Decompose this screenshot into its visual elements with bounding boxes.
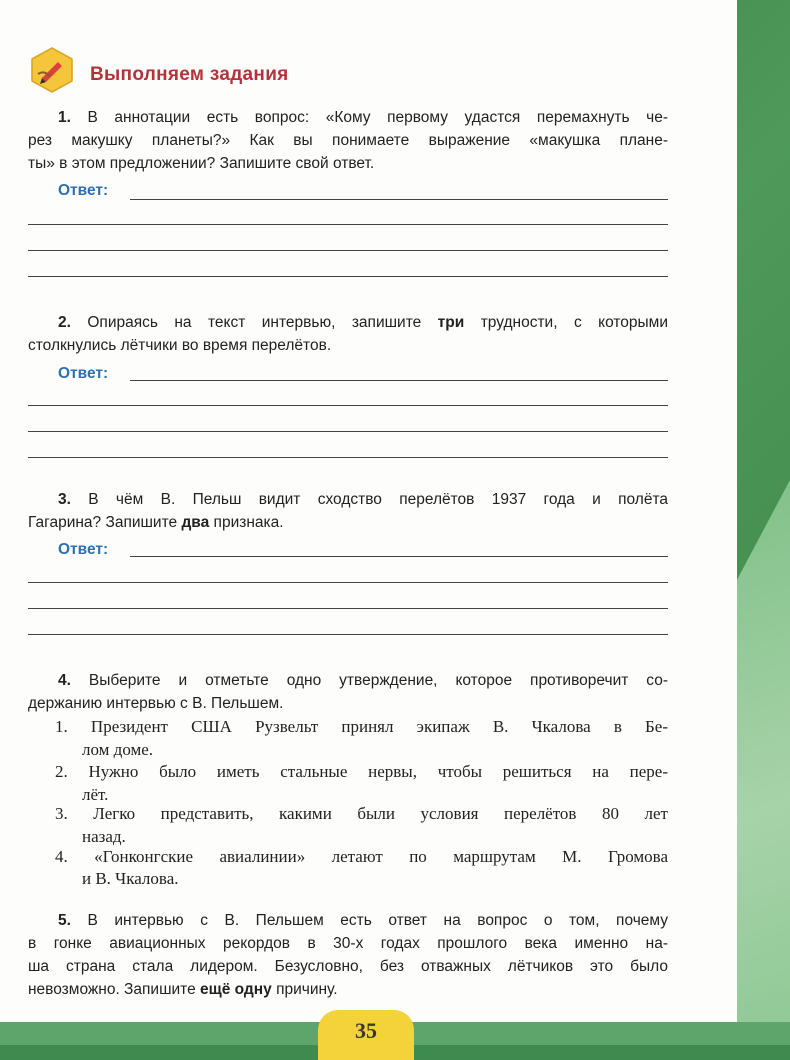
task-5-text: невозможно. Запишите [28,981,201,998]
task-3-answer-label: Ответ: [58,541,109,558]
task-5-text: причину. [271,981,338,998]
task-3-line-2 [28,511,668,534]
option-4[interactable]: 4. «Гонконгские авиалинии» летают по маршрутам М. Громова [55,847,668,866]
task-5-text: В интервью с В. Пельшем есть ответ на вопрос о том, почему [87,912,669,929]
option-2[interactable]: 2. Нужно было иметь стальные нервы, чтобы решиться на пере- [55,762,668,781]
task-1-line-2: рез макушку планеты?» Как вы понимаете выражение «макушка плане- [28,132,668,149]
task-2-answer-line[interactable] [28,431,668,432]
task-2-text: трудности, с которыми [464,314,668,331]
task-1-number: 1. [58,109,71,126]
task-4-number: 4. [58,672,71,689]
task-5-number: 5. [58,912,71,929]
task-4-text: Выберите и отметьте одно утверждение, которое противоречит со- [88,672,668,689]
task-1-answer-label: Ответ: [58,182,109,199]
task-2-number: 2. [58,314,71,331]
option-3[interactable]: 3. Легко представить, какими были условия перелётов 80 лет [55,804,668,823]
option-4-cont: и В. Чкалова. [82,869,179,888]
task-3-text: В чём В. Пельш видит сходство перелётов 1937 года и полёта [88,491,668,508]
task-2-answer-line[interactable] [28,457,668,458]
task-1-answer-line[interactable] [28,250,668,251]
task-3-text: признака. [209,514,284,531]
task-3-text: Гагарина? Запишите [28,514,182,531]
task-2-emphasis: три [437,314,465,331]
task-3-line-1 [28,488,668,511]
task-1-line-3: ты» в этом предложении? Запишите свой ответ. [28,155,375,172]
task-5-emphasis: ещё одну [200,981,272,998]
task-1-answer-line[interactable] [28,276,668,277]
task-2-answer-line[interactable] [28,405,668,406]
option-3-cont: назад. [82,827,126,846]
task-1-text: В аннотации есть вопрос: «Кому первому удастся перемахнуть че- [87,109,668,126]
task-1-answer-line[interactable] [28,224,668,225]
task-2-answer-label: Ответ: [58,365,109,382]
task-3-answer-line[interactable] [130,556,668,557]
page-number: 35 [318,1010,414,1060]
task-2-line-2: столкнулись лётчики во время перелётов. [28,337,332,354]
task-1-line-1 [28,106,668,129]
pencil-hand-icon [30,46,74,94]
task-4-line-1 [28,669,668,692]
task-5-line-4 [28,978,668,1001]
task-3-answer-line[interactable] [28,582,668,583]
task-3-answer-line[interactable] [28,608,668,609]
option-1[interactable]: 1. Президент США Рузвельт принял экипаж В. Чкалова в Бе- [55,717,668,736]
task-2-text: Опираясь на текст интервью, запишите [87,314,438,331]
option-2-cont: лёт. [82,785,109,804]
task-2-answer-line[interactable] [130,380,668,381]
task-5-line-1 [28,909,668,932]
task-4-line-2: держанию интервью с В. Пельшем. [28,695,284,712]
task-3-number: 3. [58,491,71,508]
task-3-emphasis: два [181,514,210,531]
section-title: Выполняем задания [90,64,289,85]
task-1-answer-line[interactable] [130,199,668,200]
task-3-answer-line[interactable] [28,634,668,635]
option-1-cont: лом доме. [82,740,154,759]
task-5-line-2: в гонке авиационных рекордов в 30-х годах прошлого века именно на- [28,935,668,952]
task-2-line-1 [28,311,668,334]
task-5-line-3: ша страна стала лидером. Безусловно, без отважных лётчиков это было [28,958,668,975]
